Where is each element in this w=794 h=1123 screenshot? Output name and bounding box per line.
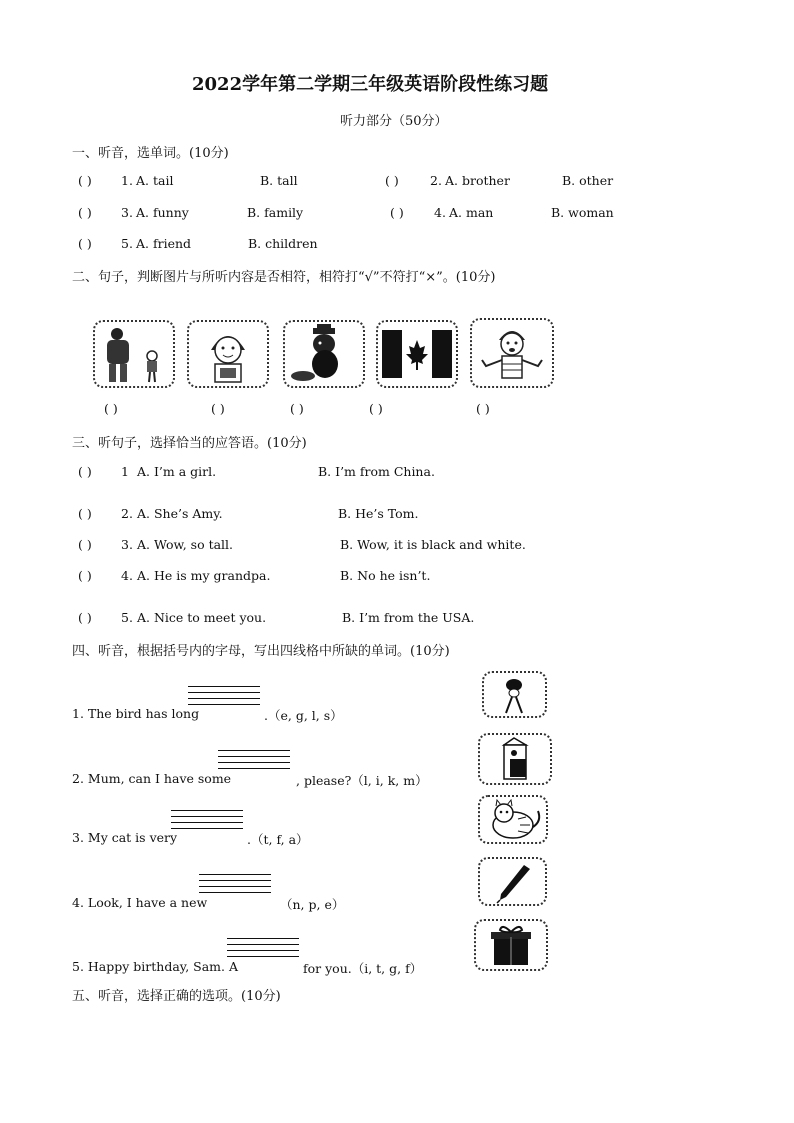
answer-blank[interactable]: ( )	[78, 205, 92, 220]
option-b: B. Wow, it is black and white.	[340, 537, 526, 552]
answer-blank[interactable]: ( )	[369, 401, 383, 416]
four-line-grid[interactable]	[171, 810, 243, 834]
option-b: B. tall	[260, 173, 298, 188]
fill-sentence-start: 1. The bird has long	[72, 706, 200, 721]
listening-part-label: 听力部分（50分）	[340, 114, 448, 129]
answer-blank[interactable]: ( )	[78, 506, 92, 521]
milk-carton-icon	[480, 735, 550, 783]
answer-blank[interactable]: ( )	[78, 173, 92, 188]
fill-sentence-end: , please?（l, i, k, m）	[296, 773, 428, 788]
gift-box-icon	[476, 921, 546, 969]
answer-blank[interactable]: ( )	[78, 236, 92, 251]
four-line-grid[interactable]	[188, 686, 260, 710]
fat-cat-icon	[480, 797, 546, 842]
picture-frame	[478, 733, 552, 785]
answer-blank[interactable]: ( )	[385, 173, 399, 188]
fill-sentence-end: .（e, g, l, s）	[264, 708, 343, 723]
answer-blank[interactable]: ( )	[290, 401, 304, 416]
four-line-grid[interactable]	[227, 938, 299, 962]
four-line-grid[interactable]	[218, 750, 290, 774]
option-a: A. tail	[136, 173, 174, 188]
question-number: 1	[121, 464, 129, 479]
option-a: A. friend	[136, 236, 192, 251]
picture-frame	[478, 857, 547, 906]
answer-blank[interactable]: ( )	[390, 205, 404, 220]
picture-frame	[93, 320, 175, 388]
question-number: 4.	[434, 205, 446, 220]
answer-blank[interactable]: ( )	[104, 401, 118, 416]
page-title: 2022学年第二学期三年级英语阶段性练习题	[192, 74, 549, 95]
question-number: 5.	[121, 236, 133, 251]
answer-blank[interactable]: ( )	[78, 610, 92, 625]
picture-frame	[187, 320, 269, 388]
section5-heading: 五、听音，选择正确的选项。(10分)	[72, 989, 281, 1004]
picture-frame	[376, 320, 458, 388]
option-b: B. family	[247, 205, 304, 220]
fill-sentence-end: （n, p, e）	[280, 897, 345, 912]
fill-sentence-start: 3. My cat is very	[72, 830, 178, 845]
option-b: B. other	[562, 173, 614, 188]
picture-frame	[482, 671, 547, 718]
picture-frame	[283, 320, 365, 388]
option-b: B. I’m from the USA.	[342, 610, 475, 625]
pen-icon	[480, 859, 545, 904]
question-number: 2.	[121, 506, 133, 521]
question-number: 3.	[121, 205, 133, 220]
question-number: 2.	[430, 173, 442, 188]
question-number: 5.	[121, 610, 133, 625]
picture-frame	[478, 795, 548, 844]
answer-blank[interactable]: ( )	[211, 401, 225, 416]
answer-blank[interactable]: ( )	[78, 568, 92, 583]
girl-with-camera-icon	[189, 322, 267, 386]
beaver-icon	[285, 322, 363, 386]
option-a: A. Wow, so tall.	[137, 537, 234, 552]
answer-blank[interactable]: ( )	[78, 464, 92, 479]
tall-and-short-people-icon	[95, 322, 173, 386]
question-number: 4.	[121, 568, 133, 583]
option-a: A. brother	[445, 173, 510, 188]
picture-frame	[474, 919, 548, 971]
section4-heading: 四、听音，根据括号内的字母，写出四线格中所缺的单词。(10分)	[72, 644, 450, 659]
picture-frame	[470, 318, 554, 388]
section1-heading: 一、听音，选单词。(10分)	[72, 146, 229, 161]
option-b: B. I’m from China.	[318, 464, 435, 479]
question-number: 1.	[121, 173, 133, 188]
shrugging-boy-icon	[472, 320, 552, 386]
option-b: B. children	[248, 236, 318, 251]
answer-blank[interactable]: ( )	[78, 537, 92, 552]
option-b: B. He’s Tom.	[338, 506, 419, 521]
option-a: A. I’m a girl.	[137, 464, 217, 479]
option-a: A. Nice to meet you.	[137, 610, 267, 625]
fill-sentence-end: .（t, f, a）	[247, 832, 309, 847]
fill-sentence-start: 5. Happy birthday, Sam. A	[72, 959, 238, 974]
option-a: A. She’s Amy.	[137, 506, 223, 521]
canada-flag-icon	[378, 322, 456, 386]
fill-sentence-start: 4. Look, I have a new	[72, 895, 208, 910]
option-a: A. man	[449, 205, 494, 220]
answer-blank[interactable]: ( )	[476, 401, 490, 416]
section3-heading: 三、听句子，选择恰当的应答语。(10分)	[72, 436, 307, 451]
question-number: 3.	[121, 537, 133, 552]
bird-icon	[484, 673, 545, 716]
option-b: B. woman	[551, 205, 614, 220]
fill-sentence-end: for you.（i, t, g, f）	[303, 961, 423, 976]
option-a: A. He is my grandpa.	[137, 568, 271, 583]
fill-sentence-start: 2. Mum, can I have some	[72, 771, 232, 786]
option-b: B. No he isn’t.	[340, 568, 431, 583]
section2-heading: 二、句子，判断图片与所听内容是否相符，相符打“√”不符打“×”。(10分)	[72, 270, 496, 285]
four-line-grid[interactable]	[199, 874, 271, 898]
option-a: A. funny	[136, 205, 189, 220]
